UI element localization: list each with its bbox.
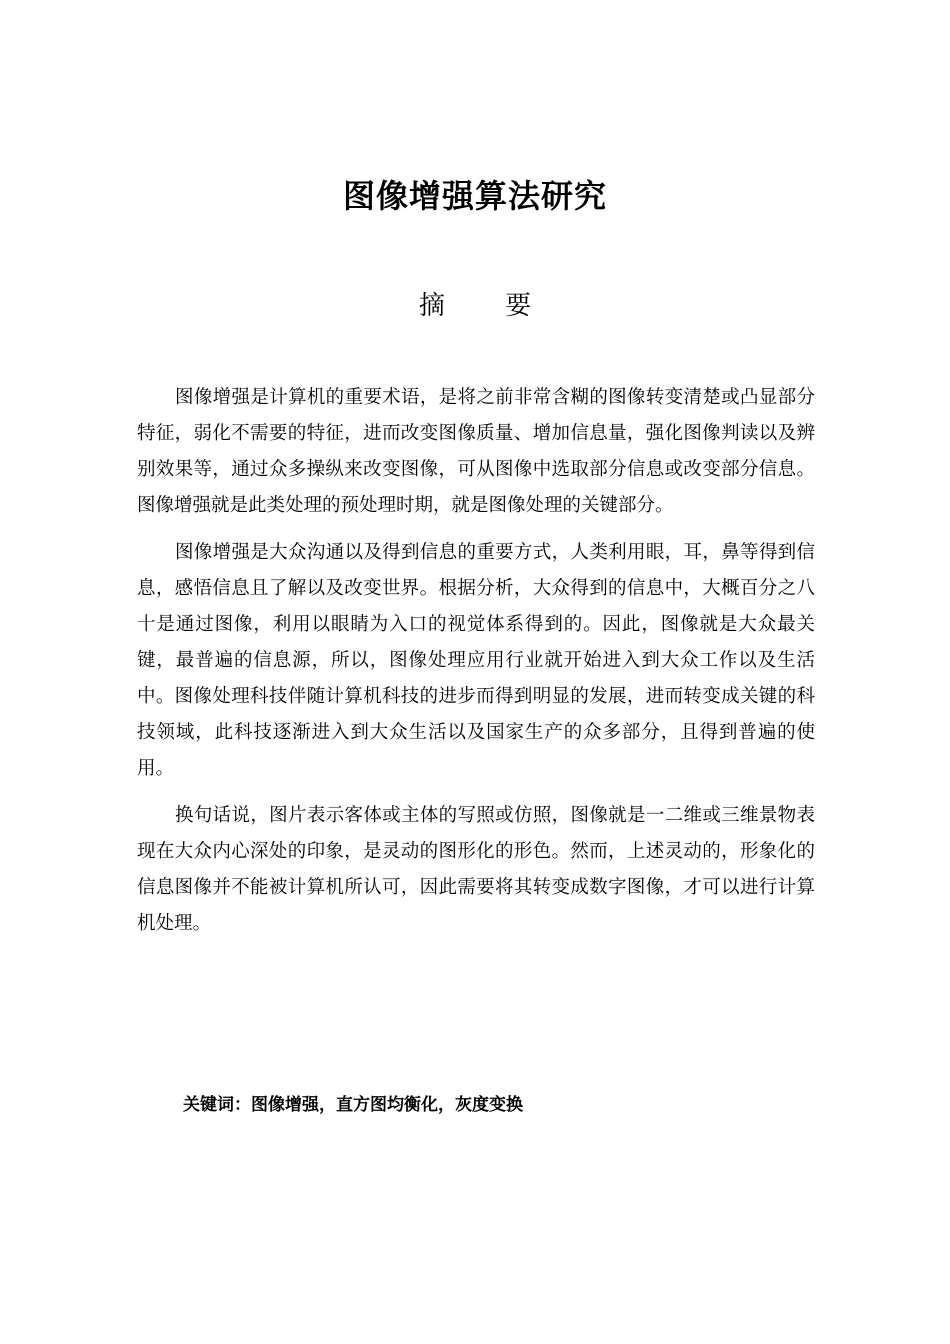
abstract-paragraph: 换句话说，图片表示客体或主体的写照或仿照，图像就是一二维或三维景物表现在大众内心深处的印象，是灵动的图形化的形色。然而，上述灵动的，形象化的信息图像并不能被计算机所认可，因此需要将其转变成数字图像，才可以进行计算机处理。 — [137, 805, 815, 934]
abstract-paragraph: 图像增强是大众沟通以及得到信息的重要方式，人类利用眼，耳，鼻等得到信息，感悟信息且了解以及改变世界。根据分析，大众得到的信息中，大概百分之八十是通过图像，利用以眼睛为入口的视觉体系得到的。因此，图像就是大众最关键，最普遍的信息源，所以，图像处理应用行业就开始进入到大众工作以及生活中。图像处理科技伴随计算机科技的进步而得到明显的发展，进而转变成关键的科技领域，此科技逐渐进入到大众生活以及国家生产的众多部分，且得到普遍的使用。 — [137, 542, 815, 779]
abstract-paragraph: 图像增强是计算机的重要术语，是将之前非常含糊的图像转变清楚或凸显部分特征，弱化不需要的特征，进而改变图像质量、增加信息量，强化图像判读以及辨别效果等，通过众多操纵来改变图像，可从图像中选取部分信息或改变部分信息。图像增强就是此类处理的预处理时期，就是图像处理的关键部分。 — [137, 387, 815, 516]
abstract-heading: 摘 要 — [418, 291, 558, 321]
abstract-body — [137, 380, 815, 953]
keywords-line: 关键词：图像增强，直方图均衡化，灰度变换 — [183, 1095, 523, 1115]
document-title: 图像增强算法研究 — [342, 177, 607, 215]
